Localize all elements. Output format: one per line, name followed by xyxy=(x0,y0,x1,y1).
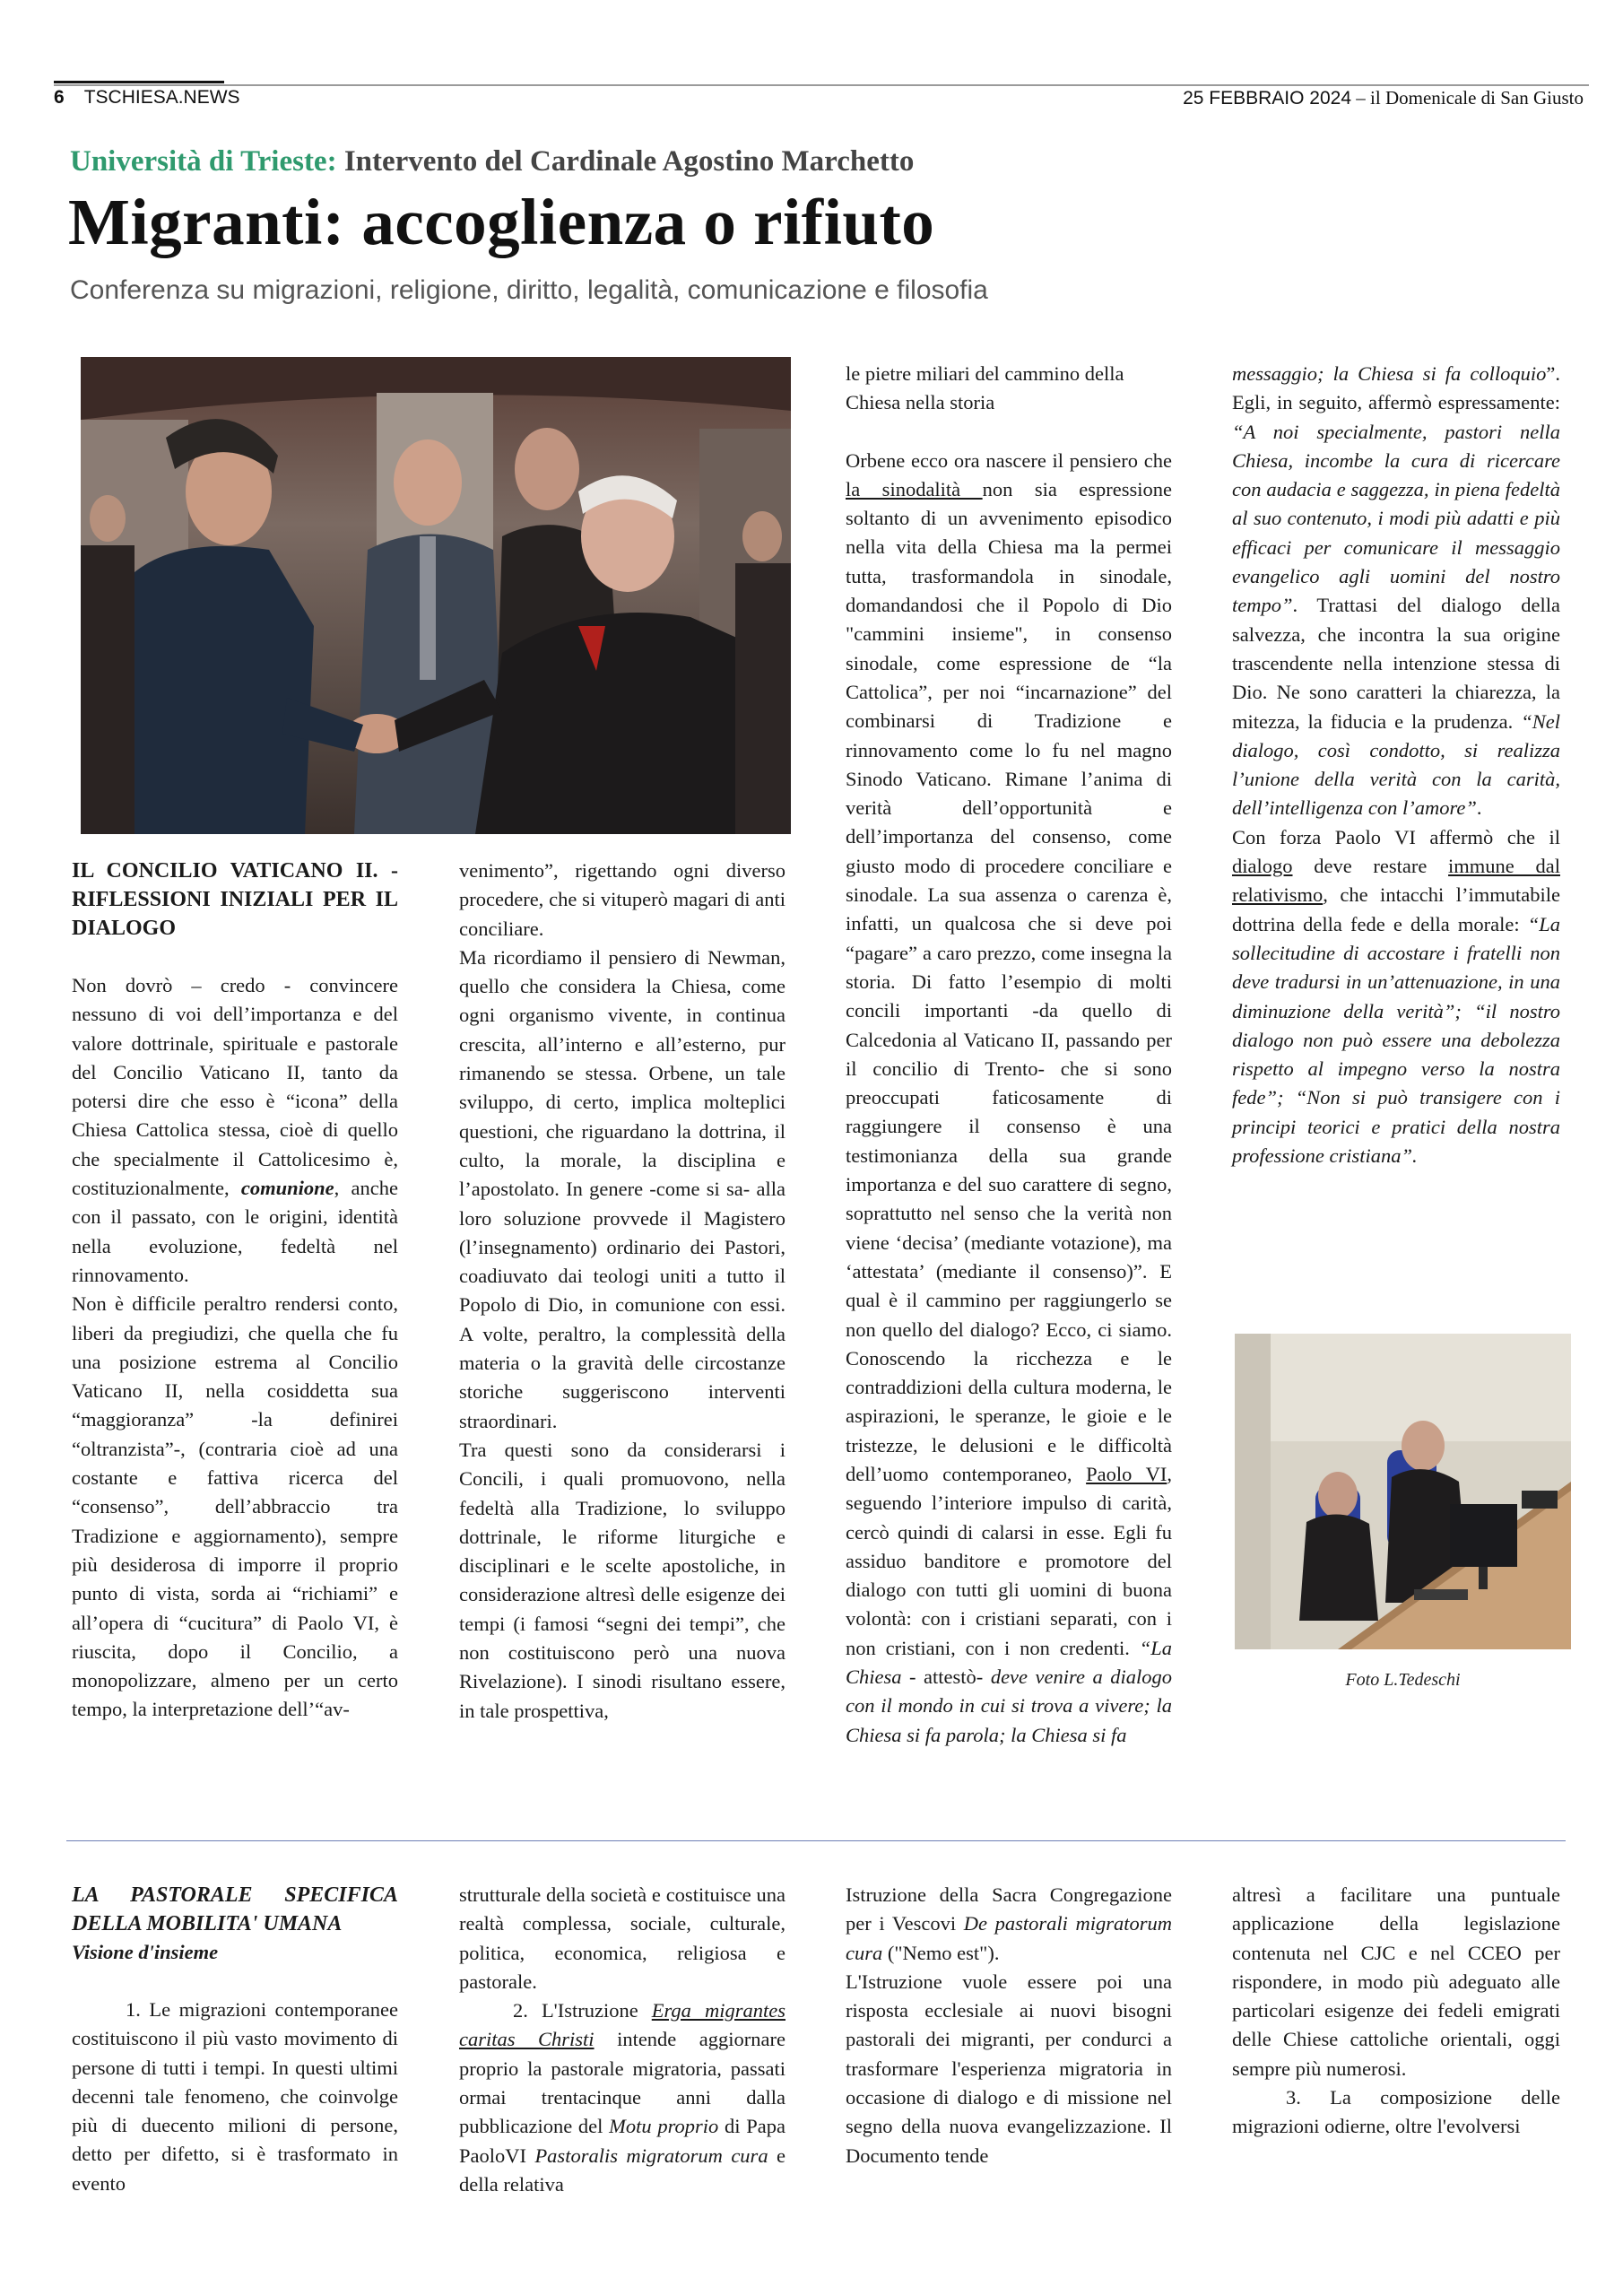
quote-paolo-vi: “A noi specialmente, pastori nella Chiesa, incombe la cura di ricercare con audacia e saggezza, in piena fedeltà al suo contenuto, i modi più adatti e più efficaci per comunicare il messaggio evangelico agli uomini del nostro tempo” xyxy=(1232,420,1560,617)
paragraph: L'Istruzione vuole essere poi una risposta ecclesiale ai nuovi bisogni pastorali dei migranti, per condurci a trasformare l'esperienza migratoria in occasione di dialogo e di missione nel segno della nuova evangelizzazione. Il Documento tende xyxy=(846,1970,1172,2167)
paragraph: 2. L'Istruzione Erga migrantes caritas Christi intende aggiornare proprio la pastorale migratoria, passati ormai trentacinque anni dalla pubblicazione del Motu proprio di Papa PaoloVI Pastoralis migratorum cura e della relativa xyxy=(459,1999,785,2196)
kicker-text: Intervento del Cardinale Agostino Marchetto xyxy=(336,145,915,178)
header-left xyxy=(54,87,240,109)
page-number: 6 xyxy=(54,87,65,108)
article-title: Migranti: accoglienza o rifiuto xyxy=(68,186,935,258)
photo-handshake xyxy=(81,357,791,834)
section-name: TSCHIESA.NEWS xyxy=(83,87,240,108)
paragraph: le pietre miliari del cammino della Chiesa nella storia xyxy=(846,362,1124,414)
paragraph: venimento”, rigettando ogni diverso procedere, che si vituperò magari di anti conciliare. xyxy=(459,859,785,940)
kicker-place: Università di Trieste: xyxy=(70,145,337,178)
column-3 xyxy=(846,360,1172,1750)
paragraph: Ma ricordiamo il pensiero di Newman, quello che considera la Chiesa, come ogni organismo vivente, in continua crescita, all’interno e all’esterno, pur rimanendo se stessa. Orbene, un tale sviluppo, di certo, implica molteplici questioni, che riguardano la dottrina, il culto, la morale, la disciplina e l’apostolato. In genere -come si sa- alla loro soluzione provvede il Magistero (l’insegnamento) ordinario dei Pastori, coadiuvato dai teologi uniti a tutto il Popolo di Dio, in comunione con essi. A volte, peraltro, la complessità della materia o la gravità delle circostanze storiche suggeriscono interventi straordinari. xyxy=(459,945,785,1432)
paragraph: Istruzione della Sacra Congregazione per i Vescovi De pastorali migratorum cura ("Nemo est"). xyxy=(846,1883,1173,1964)
paragraph: messaggio; la Chiesa si fa colloquio”. Egli, in seguito, affermò espressamente: “A noi specialmente, pastori nella Chiesa, incombe la cura di ricercare con audacia e saggezza, in piena fedeltà al suo contenuto, i modi più adatti e più efficaci per comunicare il messaggio evangelico agli uomini del nostro tempo”. Trattasi del dialogo della salvezza, che incontra la sua origine trascendente nella intenzione stessa di Dio. Ne sono caratteri la chiarezza, la mitezza, la fiducia e la prudenza. “Nel dialogo, così condotto, si realizza l’unione della verità con la carità, dell’intelligenza con l’amore”. xyxy=(1232,362,1560,820)
emphasis-comunione: comunione xyxy=(240,1177,334,1200)
publication-name: – il Domenicale di San Giusto xyxy=(1351,87,1584,109)
issue-date: 25 FEBBRAIO 2024 xyxy=(1183,88,1352,109)
name-paolo-vi: Paolo VI xyxy=(1086,1462,1167,1485)
header-accent-rule xyxy=(54,81,224,83)
paragraph: 1. Le migrazioni contemporanee costituiscono il più vasto movimento di persone di tutti i tempi. In questi ultimi decenni tale fenomeno, che coinvolge più di duecento milioni di persone, detto per difetto, si è trasformato in evento xyxy=(72,1998,398,2195)
paragraph: Con forza Paolo VI affermò che il dialogo deve restare immune dal relativismo, che intacchi l’immutabile dottrina della fede e della morale: “La sollecitudine di accostare i fratelli non deve tradursi in un’attenuazione, in una diminuzione della verità”; “il nostro dialogo non può essere una debolezza rispetto al impegno verso la nostra fede”; “Non si può transigere con i principi teorici e pratici della nostra professione cristiana”. xyxy=(1232,825,1560,1168)
bottom-column-3 xyxy=(846,1881,1172,2170)
paragraph: 3. La composizione delle migrazioni odierne, oltre l'evolversi xyxy=(1232,2086,1560,2138)
article-kicker xyxy=(70,145,914,178)
column-2 xyxy=(459,857,785,1726)
title-erga-migrantes: Erga migrantes caritas Christi xyxy=(459,1999,785,2051)
paragraph: Non dovrò – credo - convincere nessuno di voi dell’importanza e del valore dottrinale, spirituale e pastorale del Concilio Vaticano II, tanto da potersi dire che esso è “icona” della Chiesa Cattolica stessa, cioè di quello che specialmente il Cattolicesimo è, costituzionalmente, comunione, anche con il passato, con le origini, identità nella evoluzione, fedeltà nel rinnovamento. xyxy=(72,974,398,1286)
photo-conference xyxy=(1235,1334,1571,1649)
paragraph: altresì a facilitare una puntuale applicazione della legislazione contenuta nel CJC e nel CCEO per rispondere, in modo più adeguato alle particolari esigenze dei fedeli emigrati delle Chiese cattoliche orientali, oggi sempre più numerosi. xyxy=(1232,1883,1560,2080)
header-right xyxy=(1183,87,1584,109)
photo-credit: Foto L.Tedeschi xyxy=(1345,1670,1461,1690)
article-subtitle: Conferenza su migrazioni, religione, diritto, legalità, comunicazione e filosofia xyxy=(70,275,988,305)
bottom-column-1 xyxy=(72,1881,398,2198)
section-heading-concilio: IL CONCILIO VATICANO II. - RIFLESSIONI INIZIALI PER IL DIALOGO xyxy=(72,859,398,940)
paragraph: Tra questi sono da considerarsi i Concili, i quali promuovono, nella fedeltà alla Tradizione, lo sviluppo dottrinale, le riforme liturgiche e disciplinari e le scelte apostoliche, in considerazione altresì delle esigenze dei tempi (i famosi “segni dei tempi”, che non costituiscono però una nuova Rivelazione). I sinodi risultano essere, in tale prospettiva, xyxy=(459,1438,785,1722)
section-subheading: Visione d'insieme xyxy=(72,1941,219,1963)
paragraph: Non è difficile peraltro rendersi conto, liberi da pregiudizi, che quella che fu una posizione estrema al Concilio Vaticano II, nella cosiddetta sua “maggioranza” -la definirei “oltranzista”-, (contraria cioè ad una costante e fattiva ricerca del “consenso”, dell’abbraccio tra Tradizione e aggiornamento), sempre più desiderosa di imporre il proprio punto di vista, sorda ai “richiami” e all’opera di “cucitura” di Paolo VI, è riuscita, dopo il Concilio, a monopolizzare, almeno per un certo tempo, la interpretazione dell’“av- xyxy=(72,1292,398,1721)
section-heading-pastorale: LA PASTORALE SPECIFICA DELLA MOBILITA' UMANA xyxy=(72,1883,398,1935)
column-4 xyxy=(1232,360,1560,1170)
paragraph: Orbene ecco ora nascere il pensiero che la sinodalità non sia espressione soltanto di un avvenimento episodico nella vita della Chiesa ma la permei tutta, trasformandola in sinodale, domandandosi che il Popolo di Dio "cammini insieme", in consenso sinodale, come espressione de “la Cattolica”, per noi “incarnazione” del combinarsi di Tradizione e rinnovamento come lo fu nel magno Sinodo Vaticano. Rimane l’anima di verità dell’opportunità e dell’importanza del consenso, come giusto modo di procedere conciliare e sinodale. La sua assenza o carenza è, infatti, un qualcosa che si deve poi “pagare” a caro prezzo, come insegna la storia. Di fatto l’esempio di molti concili importanti -da quello di Calcedonia al Vaticano II, passando per il concilio di Trento- che si sono preoccupati faticosamente di raggiungere il consenso è una testimonianza della sua grande importanza e del suo carattere di segno, soprattutto nel senso che la verità non viene ‘decisa’ (mediante votazione), ma ‘attestata’ (mediante il consenso)”. E qual è il cammino per raggiungerlo se non quello del dialogo? Ecco, ci siamo. Conoscendo la ricchezza e le contraddizioni della cultura moderna, le aspirazioni, le speranze, le gioie e le tristezze, le delusioni e le difficoltà dell’uomo contemporaneo, Paolo VI, seguendo l’interiore impulso di carità, cercò quindi di calarsi in esse. Egli fu assiduo banditore e promotore del dialogo con tutti gli uomini di buona volontà: con i cristiani separati, con i non cristiani, con i non credenti. “La Chiesa - attestò- deve venire a dialogo con il mondo in cui si trova a vivere; la Chiesa si fa parola; la Chiesa si fa xyxy=(846,448,1172,1746)
section-separator xyxy=(66,1840,1566,1841)
bottom-column-4 xyxy=(1232,1881,1560,2142)
paragraph: strutturale della società e costituisce una realtà complessa, sociale, culturale, politica, economica, religiosa e pastorale. xyxy=(459,1883,785,1993)
header-rule xyxy=(54,84,1589,86)
column-1 xyxy=(72,857,398,1725)
term-sinodalita: la sinodalità xyxy=(846,477,983,500)
bottom-column-2 xyxy=(459,1881,785,2199)
